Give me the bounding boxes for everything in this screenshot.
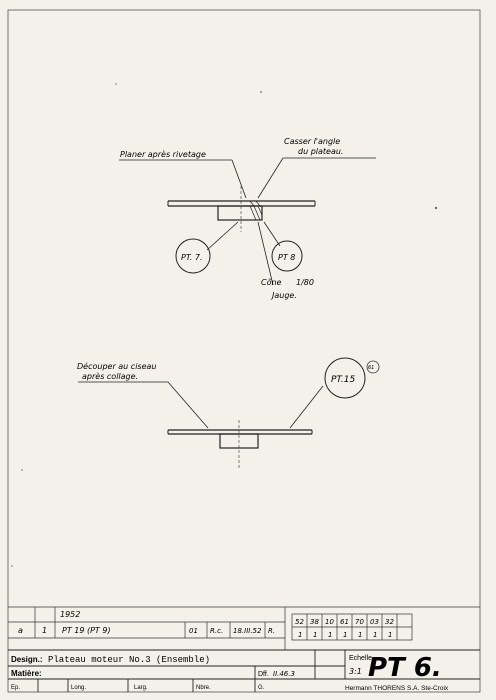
company-name: Hermann THORENS S.A. Ste-Croix bbox=[345, 685, 449, 692]
ep-label: Ep. bbox=[11, 685, 21, 691]
revision-bottom-2: 1 bbox=[328, 631, 333, 639]
annotation-decouper: Découper au ciseau bbox=[77, 362, 157, 371]
nbre-label: Nbre. bbox=[196, 685, 211, 691]
upper-assembly bbox=[119, 158, 376, 285]
scan-noise bbox=[11, 83, 437, 567]
annotation-jauge: Jauge. bbox=[272, 291, 297, 300]
revision-bottom-4: 1 bbox=[358, 631, 363, 639]
annotation-plateau: du plateau. bbox=[298, 147, 344, 156]
revision-bottom-3: 1 bbox=[343, 631, 348, 639]
balloon-pt7-label: PT. 7. bbox=[181, 253, 203, 262]
balloon-mark-label: 61 bbox=[368, 365, 375, 371]
designation-value: Plateau moteur No.3 (Ensemble) bbox=[48, 655, 211, 665]
echelle-value: 3:1 bbox=[349, 667, 362, 676]
revision-cell-2: PT 19 (PT 9) bbox=[62, 626, 111, 635]
revision-date-left: 1952 bbox=[60, 610, 81, 619]
revision-bottom-1: 1 bbox=[313, 631, 318, 639]
ref-label: Dff. bbox=[258, 671, 269, 678]
revision-top-2: 10 bbox=[325, 618, 334, 626]
larg-label: Larg. bbox=[134, 685, 148, 691]
revision-top-1: 38 bbox=[310, 618, 319, 626]
revision-cell-6: R. bbox=[268, 627, 276, 635]
revision-cell-3: 01 bbox=[189, 627, 198, 635]
revision-top-6: 32 bbox=[385, 618, 394, 626]
revision-top-5: 03 bbox=[370, 618, 379, 626]
g-label: G. bbox=[258, 685, 265, 691]
revision-bottom-5: 1 bbox=[373, 631, 378, 639]
echelle-label: Echelle bbox=[349, 655, 372, 662]
revision-cell-0: a bbox=[18, 626, 23, 635]
annotation-cone-ratio: 1/80 bbox=[296, 278, 314, 287]
revision-cell-1: 1 bbox=[42, 626, 48, 635]
revision-cell-5: 18.III.52 bbox=[233, 627, 262, 635]
annotation-cone: Cône bbox=[261, 278, 282, 287]
revision-top-0: 52 bbox=[295, 618, 304, 626]
annotation-casser: Casser l'angle bbox=[284, 137, 341, 146]
long-label: Long. bbox=[71, 685, 87, 691]
revision-bottom-6: 1 bbox=[388, 631, 393, 639]
revision-top-3: 61 bbox=[340, 618, 349, 626]
sheet-border bbox=[8, 10, 480, 692]
balloon-pt8-label: PT 8 bbox=[278, 253, 296, 262]
annotation-planer: Planer après rivetage bbox=[120, 150, 206, 159]
matiere-label: Matière: bbox=[11, 669, 42, 678]
revision-bottom-0: 1 bbox=[298, 631, 303, 639]
drawing-number: PT 6. bbox=[368, 653, 442, 683]
revision-top-4: 70 bbox=[355, 618, 364, 626]
revision-cell-4: R.c. bbox=[210, 627, 224, 635]
ref-value: II.46.3 bbox=[273, 670, 295, 678]
balloon-pt15-label: PT.15 bbox=[331, 375, 356, 385]
annotation-apres-collage: après collage. bbox=[82, 372, 139, 381]
designation-label: Design.: bbox=[11, 655, 43, 664]
